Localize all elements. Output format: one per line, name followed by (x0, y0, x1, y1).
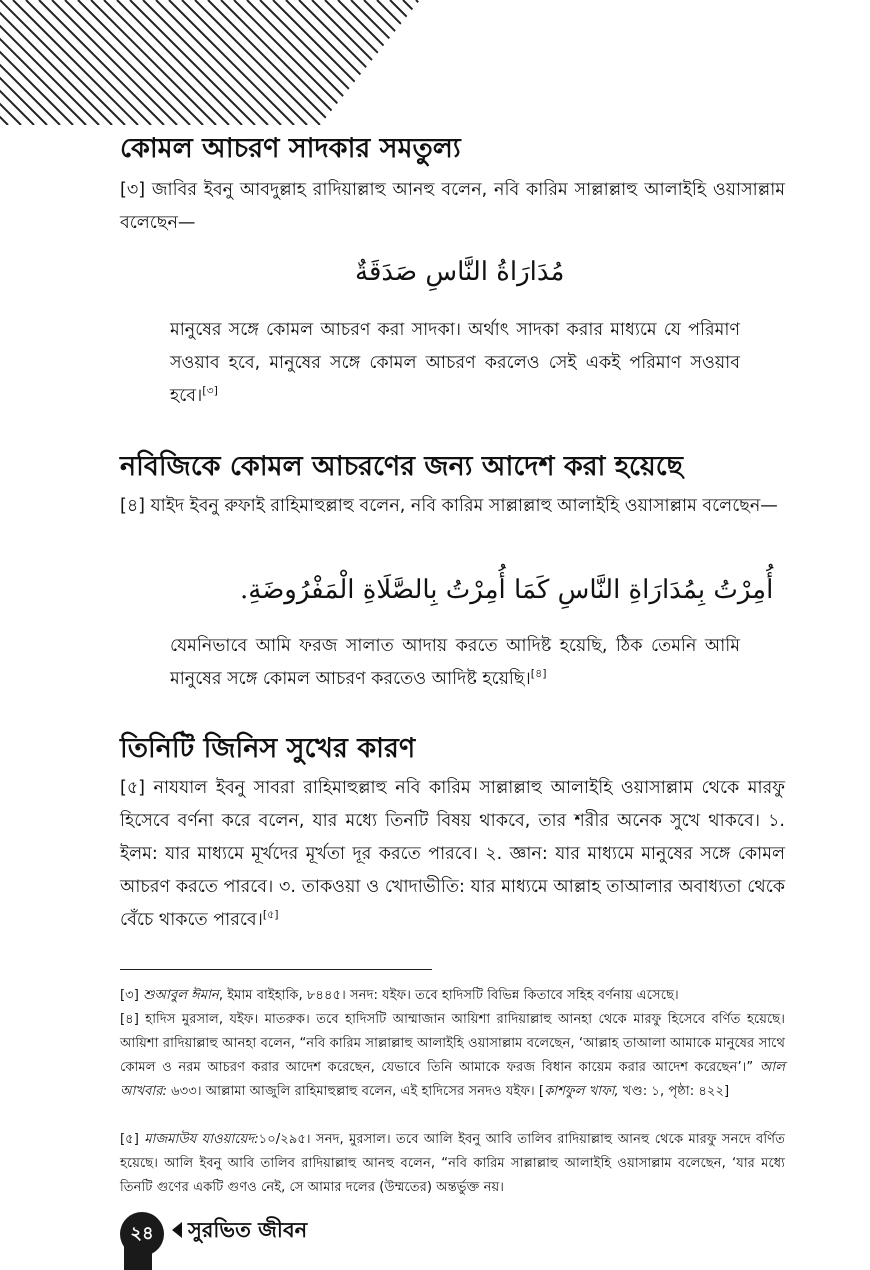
footnote-5-number: [৫] (120, 1132, 139, 1147)
footnote-4-source-2: কাশফুল খাফা, (544, 1084, 619, 1099)
footnote-5-text: ১০/২৯৫। সনদ, মুরসাল। তবে আলি ইবনু আবি তালিব রাদিয়াল্লাহু আনহু থেকে মারফু সনদে বর্ণিত হয়েছে। আলি ইবনু আবি তালিব রাদিয়াল্লাহু আনহু বলেন, “নবি কারিম সাল্লাল্লাহু আলাইহি ওয়াসাল্লাম বলেছেন, ‘যার মধ্যে তিনটি গুণের একটি গুণও নেই, সে আমার দলের (উম্মতের) অন্তর্ভুক্ত নয়। (120, 1132, 786, 1195)
arabic-text-2: أُمِرْتُ بِمُدَارَاةِ النَّاسِ كَمَا أُمِرْتُ بِالصَّلَاةِ الْمَفْرُوضَةِ. (240, 575, 774, 605)
hadith-intro-1: [৩] জাবির ইবনু আবদুল্লাহ রাদিয়াল্লাহু আনহু বলেন, নবি কারিম সাল্লাল্লাহু আলাইহি ওয়াসাল্লাম বলেছেন— (120, 180, 785, 233)
footnote-4 (120, 1008, 785, 1104)
footnote-4-number: [৪] (120, 1012, 139, 1027)
section-heading-1: কোমল আচরণ সাদকার সমতুল্য (120, 133, 461, 164)
arrow-left-icon (172, 1222, 182, 1238)
translation-1 (170, 314, 740, 413)
page-number: ২৪ (120, 1212, 164, 1256)
book-title: সুরভিত জীবন (188, 1218, 308, 1242)
footnote-3-source: শুআবুল ঈমান (143, 988, 219, 1003)
footnote-5-source: মাজমাউয যাওয়ায়েদ: (144, 1132, 259, 1147)
translation-1-text: মানুষের সঙ্গে কোমল আচরণ করা সাদকা। অর্থাৎ সাদকা করার মাধ্যমে যে পরিমাণ সওয়াব হবে, মানুষের সঙ্গে কোমল আচরণ করলেও সেই একই পরিমাণ সওয়াব হবে। (170, 320, 740, 406)
hadith-intro-2: [৪] যাইদ ইবনু রুফাই রাহিমাহুল্লাহু বলেন, নবি কারিম সাল্লাল্লাহু আলাইহি ওয়াসাল্লাম বলেছেন— (120, 496, 778, 516)
arabic-text-1: مُدَارَاةُ النَّاسِ صَدَقَةٌ (355, 257, 565, 287)
section-heading-3: তিনিটি জিনিস সুখের কারণ (120, 733, 416, 764)
translation-2 (170, 630, 740, 696)
footnote-ref-4: [৪] (530, 667, 547, 681)
footnote-ref-5: [৫] (262, 908, 279, 922)
footnote-4-text-1: হাদিস মুরসাল, যইফ। মাতরুক। তবে হাদিসটি আম্মাজান আয়িশা রাদিয়াল্লাহু আনহা থেকে মারফু হিসেবে বর্ণিত হয়েছে। আয়িশা রাদিয়াল্লাহু আনহা বলেন, “নবি কারিম সাল্লাল্লাহু আলাইহি ওয়াসাল্লাম বলেছেন, ‘আল্লাহ তাআলা আমাকে মানুষের সাথে কোমল ও নরম আচরণ করার আদেশ করেছেন, যেভাবে তিনি আমাকে ফরজ বিধান কায়েম করার আদেশ করেছেন’।” (120, 1012, 785, 1075)
footnote-divider (120, 969, 432, 970)
footnote-3 (120, 984, 785, 1008)
footnote-4-bracket: [ (534, 1084, 545, 1099)
translation-2-text: যেমনিভাবে আমি ফরজ সালাত আদায় করতে আদিষ্ট হয়েছি, ঠিক তেমনি আমি মানুষের সঙ্গে কোমল আচরণ করতেও আদিষ্ট হয়েছি। (170, 636, 740, 689)
footnote-4-text-3: খণ্ড: ১, পৃষ্ঠা: ৪২২] (618, 1084, 730, 1099)
footnote-ref-3: [৩] (202, 384, 218, 398)
footnote-4-source-1: আল আখবার: (120, 1060, 785, 1099)
section-body-3 (120, 772, 785, 937)
footnote-3-text: , ইমাম বাইহাকি, ৮৪৪৫। সনদ: যইফ। তবে হাদিসটি বিভিন্ন কিতাবে সহিহ বর্ণনায় এসেছে। (218, 988, 679, 1003)
section-body-3-text: [৫] নাযযাল ইবনু সাবরা রাহিমাহুল্লাহু নবি কারিম সাল্লাল্লাহু আলাইহি ওয়াসাল্লাম থেকে মারফু হিসেবে বর্ণনা করে বলেন, যার মধ্যে তিনটি বিষয় থাকবে, তার শরীর অনেক সুখে থাকবে। ১. ইলম: যার মাধ্যমে মূর্খদের মূর্খতা দূর করতে পারবে। ২. জ্ঞান: যার মাধ্যমে মানুষের সঙ্গে কোমল আচরণ করতে পারবে। ৩. তাকওয়া ও খোদাভীতি: যার মাধ্যমে আল্লাহ তাআলার অবাধ্যতা থেকে বেঁচে থাকতে পারবে। (120, 778, 785, 930)
section-heading-2: নবিজিকে কোমল আচরণের জন্য আদেশ করা হয়েছে (120, 451, 683, 482)
footnote-3-number: [৩] (120, 988, 139, 1003)
footnote-5 (120, 1128, 785, 1200)
footnote-4-text-2: ৬৩৩। আল্লামা আজুলি রাহিমাহুল্লাহু বলেন, এই হাদিসের সনদও যইফ। (166, 1084, 535, 1099)
corner-stripes-decoration (0, 0, 420, 125)
